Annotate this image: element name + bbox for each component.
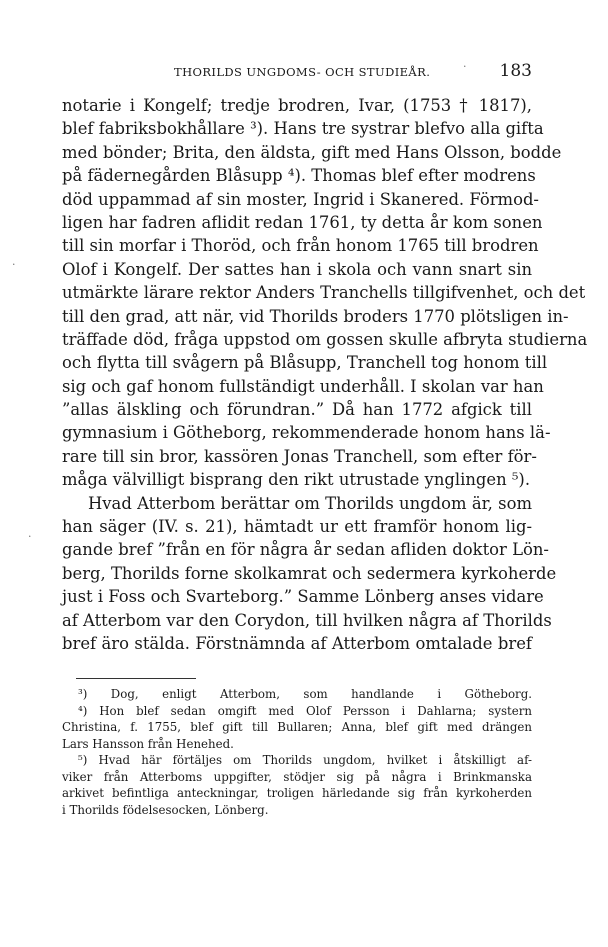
body-line: notarie i Kongelf; tredje brodren, Ivar, (1753 † 1817), bbox=[62, 96, 532, 115]
footnote-line: Lars Hansson från Henehed. bbox=[62, 736, 234, 751]
page-header bbox=[62, 63, 532, 83]
footnote-line: Christina, f. 1755, blef gift till Bullaren; Anna, blef gift med drängen bbox=[62, 720, 532, 734]
body-line: berg, Thorilds forne skolkamrat och sedermera kyrkoherde bbox=[62, 563, 557, 583]
body-line: död uppammad af sin moster, Ingrid i Skanered. Förmod- bbox=[62, 189, 539, 209]
body-line: träffade död, fråga uppstod om gossen skulle afbryta studierna bbox=[62, 329, 588, 349]
footnote-line: ⁴) Hon blef sedan omgift med Olof Persson i Dahlarna; systern bbox=[78, 703, 532, 718]
body-line: till den grad, att när, vid Thorilds broders 1770 plötsligen in- bbox=[62, 306, 569, 326]
margin-speck: · bbox=[463, 60, 467, 73]
body-line: gande bref ”från en för några år sedan afliden doktor Lön- bbox=[62, 540, 549, 560]
footnote-line: viker från Atterboms uppgifter, stödjer sig på några i Brinkmanska bbox=[62, 769, 532, 784]
footnotes bbox=[62, 686, 532, 818]
margin-speck: · bbox=[12, 258, 16, 271]
body-line: på fädernegården Blåsupp ⁴). Thomas blef efter modrens bbox=[62, 166, 536, 186]
body-line: utmärkte lärare rektor Anders Tranchells tillgifvenhet, och det bbox=[62, 283, 586, 303]
footnote-line: i Thorilds födelsesocken, Lönberg. bbox=[62, 802, 269, 817]
body-line: blef fabriksbokhållare ³). Hans tre systrar blefvo alla gifta bbox=[62, 119, 544, 139]
body-line: af Atterbom var den Corydon, till hvilken några af Thorilds bbox=[62, 610, 552, 630]
body-line: han säger (IV. s. 21), hämtadt ur ett framför honom lig- bbox=[62, 517, 532, 537]
body-line: Hvad Atterbom berättar om Thorilds ungdom är, som bbox=[88, 493, 532, 513]
running-head: THORILDS UNGDOMS- OCH STUDIEÅR. bbox=[174, 65, 431, 79]
body-line: ligen har fadren aflidit redan 1761, ty detta år kom sonen bbox=[62, 212, 543, 232]
body-text bbox=[62, 94, 588, 655]
footnote-divider bbox=[76, 678, 196, 679]
body-line: bref äro stälda. Förstnämnda af Atterbom omtalade bref bbox=[62, 633, 532, 653]
margin-speck: · bbox=[28, 530, 32, 543]
body-line: ”allas älskling och förundran.” Då han 1772 afgick till bbox=[62, 400, 532, 420]
body-line: med bönder; Brita, den äldsta, gift med Hans Olsson, bodde bbox=[62, 142, 562, 162]
body-line: rare till sin bror, kassören Jonas Tranchell, som efter för- bbox=[62, 446, 537, 466]
body-line: sig och gaf honom fullständigt underhåll. I skolan var han bbox=[62, 376, 544, 396]
footnote-line: ³) Dog, enligt Atterbom, som handlande i Götheborg. bbox=[78, 687, 532, 701]
body-line: och flytta till svågern på Blåsupp, Tranchell tog honom till bbox=[62, 353, 548, 373]
body-line: måga välvilligt bisprang den rikt utrustade ynglingen ⁵). bbox=[62, 470, 531, 490]
body-line: till sin morfar i Thoröd, och från honom 1765 till brodren bbox=[62, 236, 539, 256]
page-number: 183 bbox=[499, 61, 532, 81]
body-line: gymnasium i Götheborg, rekommenderade honom hans lä- bbox=[62, 423, 551, 443]
footnote-line: ⁵) Hvad här förtäljes om Thorilds ungdom, hvilket i åtskilligt af- bbox=[78, 753, 532, 767]
body-line: Olof i Kongelf. Der sattes han i skola och vann snart sin bbox=[62, 259, 532, 279]
footnote-line: arkivet befintliga anteckningar, troligen härledande sig från kyrkoherden bbox=[62, 786, 532, 800]
body-line: just i Foss och Svarteborg.” Samme Lönberg anses vidare bbox=[62, 587, 544, 607]
